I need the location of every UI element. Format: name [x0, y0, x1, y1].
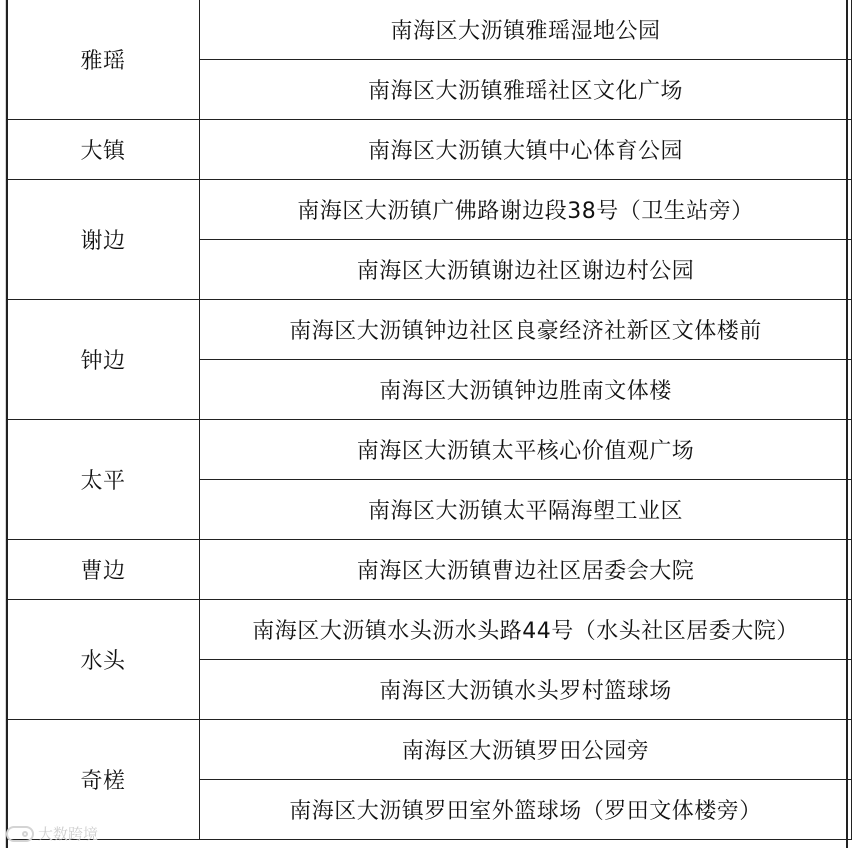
- location-cell: 南海区大沥镇罗田公园旁: [200, 720, 852, 780]
- location-cell: 南海区大沥镇雅瑶湿地公园: [200, 0, 852, 60]
- town-cell: 太平: [7, 420, 200, 540]
- location-cell: 南海区大沥镇太平核心价值观广场: [200, 420, 852, 480]
- town-cell: 钟边: [7, 300, 200, 420]
- town-cell: 水头: [7, 600, 200, 720]
- location-cell: 南海区大沥镇罗田室外篮球场（罗田文体楼旁）: [200, 780, 852, 840]
- watermark-text: 大数跨境: [38, 825, 99, 843]
- location-cell: 南海区大沥镇水头沥水头路44号（水头社区居委大院）: [200, 600, 852, 660]
- location-cell: 南海区大沥镇广佛路谢边段38号（卫生站旁）: [200, 180, 852, 240]
- table-row: [7, 720, 852, 780]
- location-table: [6, 0, 852, 840]
- town-cell: 雅瑶: [7, 0, 200, 120]
- town-cell: 奇槎: [7, 720, 200, 840]
- watermark: [6, 823, 98, 844]
- location-cell: 南海区大沥镇钟边社区良豪经济社新区文体楼前: [200, 300, 852, 360]
- table-row: [7, 600, 852, 660]
- table-row: [7, 180, 852, 240]
- location-cell: 南海区大沥镇太平隔海塱工业区: [200, 480, 852, 540]
- town-cell: 谢边: [7, 180, 200, 300]
- location-cell: 南海区大沥镇水头罗村篮球场: [200, 660, 852, 720]
- table-row: [7, 120, 852, 180]
- watermark-logo-icon: [6, 826, 34, 842]
- location-table-body: [7, 0, 852, 840]
- table-row: [7, 540, 852, 600]
- location-cell: 南海区大沥镇钟边胜南文体楼: [200, 360, 852, 420]
- location-cell: 南海区大沥镇大镇中心体育公园: [200, 120, 852, 180]
- location-cell: 南海区大沥镇雅瑶社区文化广场: [200, 60, 852, 120]
- town-cell: 大镇: [7, 120, 200, 180]
- location-cell: 南海区大沥镇谢边社区谢边村公园: [200, 240, 852, 300]
- table-row: [7, 420, 852, 480]
- location-table-container: [6, 0, 848, 848]
- town-cell: 曹边: [7, 540, 200, 600]
- location-cell: 南海区大沥镇曹边社区居委会大院: [200, 540, 852, 600]
- table-row: [7, 300, 852, 360]
- table-row: [7, 0, 852, 60]
